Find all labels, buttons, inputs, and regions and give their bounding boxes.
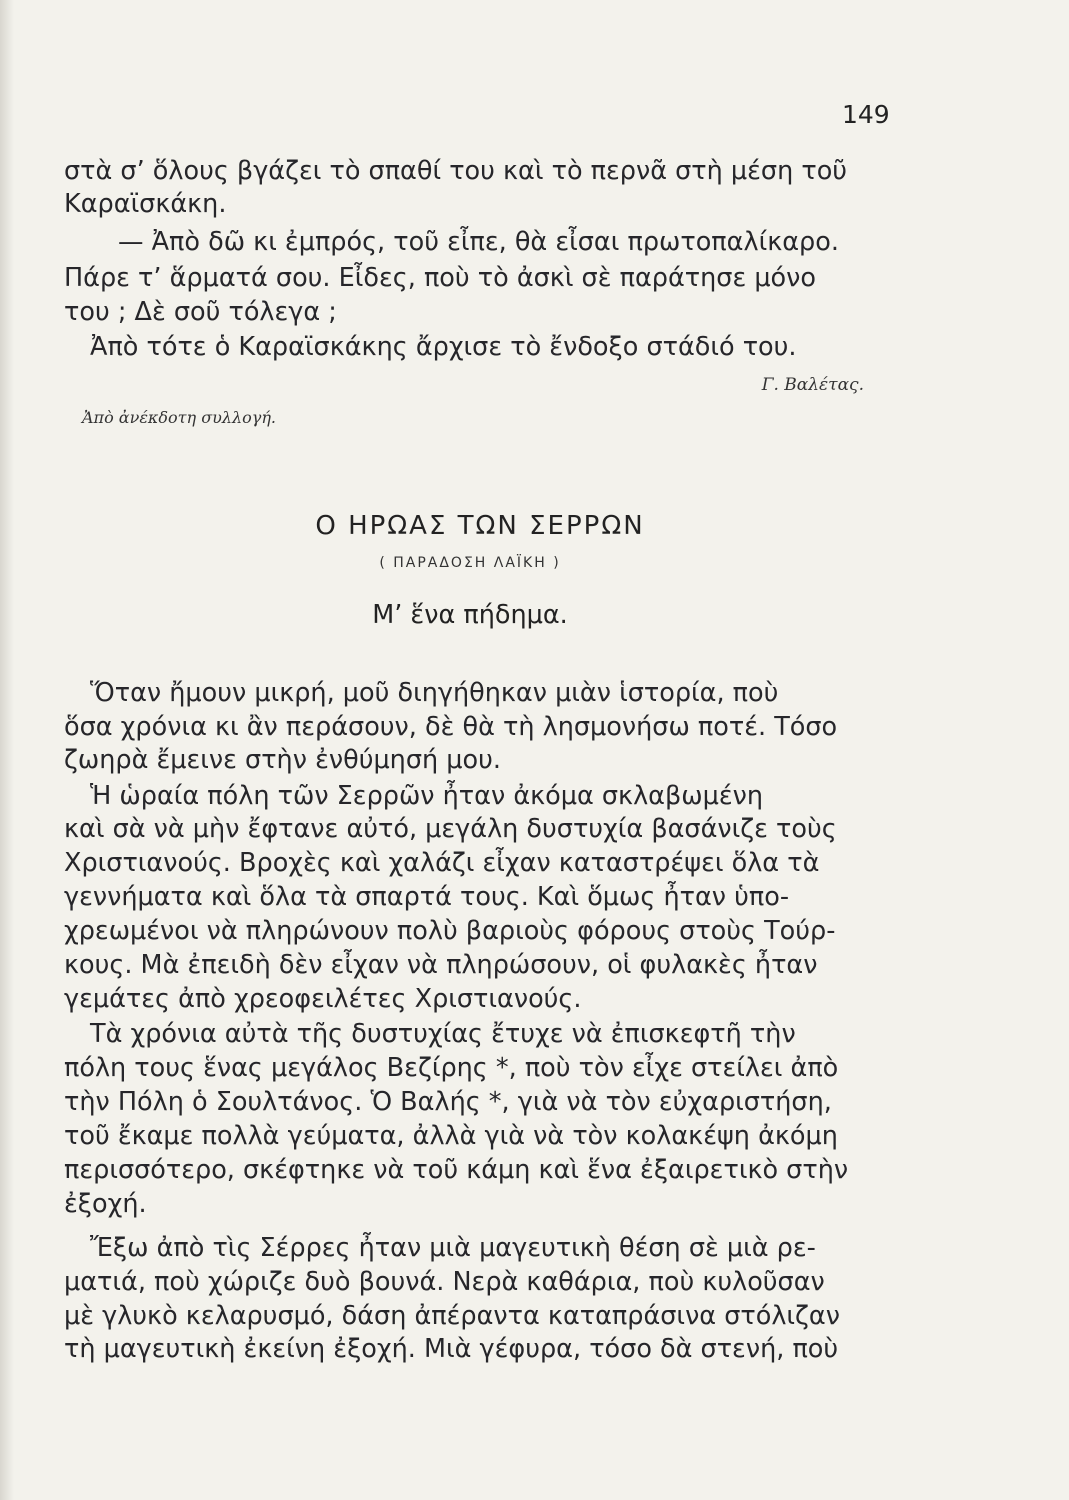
text-line: πόλη τους ἕνας μεγάλος Βεζίρης *, ποὺ τὸν εἶχε στείλει ἀπὸ <box>64 1053 839 1083</box>
text-line: Καραϊσκάκη. <box>64 189 227 219</box>
text-line: — Ἀπὸ δῶ κι ἐμπρός, τοῦ εἶπε, θὰ εἶσαι πρωτοπαλίκαρο. <box>118 227 839 257</box>
source-note: Ἀπὸ ἀνέκδοτη συλλογή. <box>82 408 276 427</box>
text-line: μὲ γλυκὸ κελαρυσμό, δάση ἀπέραντα καταπράσινα στόλιζαν <box>64 1301 840 1331</box>
text-line: Χριστιανούς. Βροχὲς καὶ χαλάζι εἶχαν καταστρέψει ὅλα τὰ <box>64 848 820 878</box>
text-line: ματιά, ποὺ χώριζε δυὸ βουνά. Νερὰ καθάρια, ποὺ κυλοῦσαν <box>64 1267 825 1297</box>
text-line: ὅσα χρόνια κι ἂν περάσουν, δὲ θὰ τὴ λησμονήσω ποτέ. Τόσο <box>64 712 838 742</box>
text-line: Πάρε τ’ ἅρματά σου. Εἶδες, ποὺ τὸ ἀσκὶ σὲ παράτησε μόνο <box>64 263 817 293</box>
page-gutter-shadow <box>0 0 14 1500</box>
text-line: γεμάτες ἀπὸ χρεοφειλέτες Χριστιανούς. <box>64 984 582 1014</box>
text-line: στὰ σ’ ὅλους βγάζει τὸ σπαθί του καὶ τὸ περνᾶ στὴ μέση τοῦ <box>64 156 848 186</box>
text-line: περισσότερο, σκέφτηκε νὰ τοῦ κάμη καὶ ἕνα ἐξαιρετικὸ στὴν <box>64 1155 849 1185</box>
text-line: γεννήματα καὶ ὅλα τὰ σπαρτά τους. Καὶ ὅμως ἦταν ὑπο- <box>64 882 790 912</box>
text-line: τοῦ ἔκαμε πολλὰ γεύματα, ἀλλὰ γιὰ νὰ τὸν κολακέψη ἀκόμη <box>64 1121 838 1151</box>
text-line: Τὰ χρόνια αὐτὰ τῆς δυστυχίας ἔτυχε νὰ ἐπισκεφτῆ τὴν <box>90 1019 796 1049</box>
author-attribution: Γ. Βαλέτας. <box>761 375 864 395</box>
text-line: Ἔξω ἀπὸ τὶς Σέρρες ἦταν μιὰ μαγευτικὴ θέση σὲ μιὰ ρε- <box>90 1233 816 1263</box>
text-line: τὴ μαγευτικὴ ἐκείνη ἐξοχή. Μιὰ γέφυρα, τόσο δὰ στενή, ποὺ <box>64 1334 839 1364</box>
text-line: Ἀπὸ τότε ὁ Καραϊσκάκης ἄρχισε τὸ ἔνδοξο στάδιό του. <box>90 332 797 362</box>
text-line: τὴν Πόλη ὁ Σουλτάνος. Ὁ Βαλής *, γιὰ νὰ τὸν εὐχαριστήση, <box>64 1087 832 1117</box>
text-line: κους. Μὰ ἐπειδὴ δὲν εἶχαν νὰ πληρώσουν, οἱ φυλακὲς ἦταν <box>64 950 818 980</box>
text-line: του ; Δὲ σοῦ τόλεγα ; <box>64 297 337 327</box>
story-subtitle: ( ΠΑΡΑΔΟΣΗ ΛΑΪΚΗ ) <box>379 555 561 571</box>
text-line: ἐξοχή. <box>64 1189 147 1219</box>
text-line: Ὅταν ἤμουν μικρή, μοῦ διηγήθηκαν μιὰν ἱστορία, ποὺ <box>90 678 779 708</box>
section-heading: Μ’ ἕνα πήδημα. <box>372 600 568 630</box>
story-title: Ο ΗΡΩΑΣ ΤΩΝ ΣΕΡΡΩΝ <box>315 511 645 541</box>
text-line: καὶ σὰ νὰ μὴν ἔφτανε αὐτό, μεγάλη δυστυχία βασάνιζε τοὺς <box>64 814 837 844</box>
text-line: ζωηρὰ ἔμεινε στὴν ἐνθύμησή μου. <box>64 745 501 775</box>
text-line: Ἡ ὡραία πόλη τῶν Σερρῶν ἦταν ἀκόμα σκλαβωμένη <box>90 781 764 811</box>
page-number: 149 <box>842 100 890 129</box>
text-line: χρεωμένοι νὰ πληρώνουν πολὺ βαριοὺς φόρους στοὺς Τούρ- <box>64 916 836 946</box>
